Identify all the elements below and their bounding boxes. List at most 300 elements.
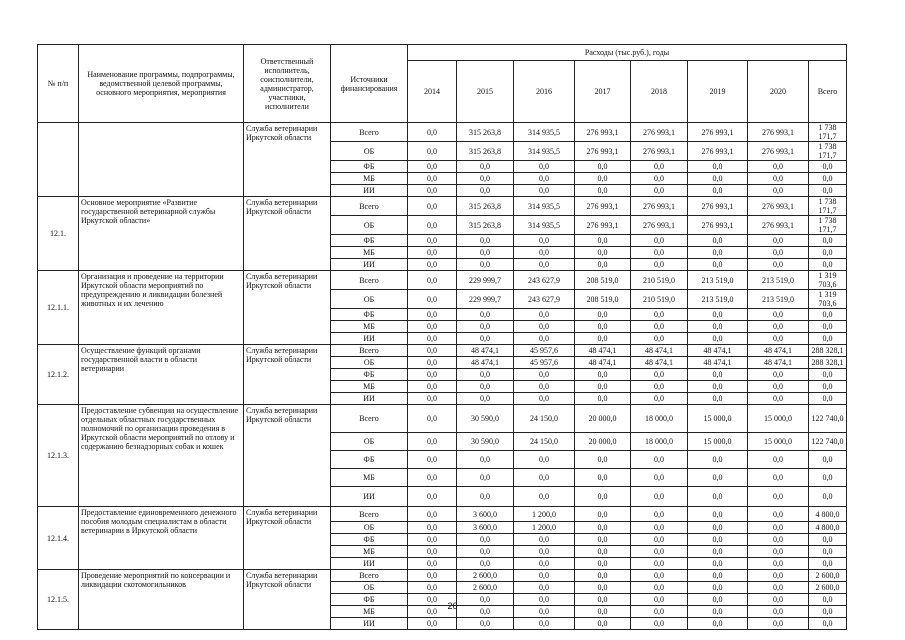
row-value: 0,0 — [748, 469, 809, 487]
row-value: 0,0 — [631, 487, 688, 507]
row-value: 0,0 — [408, 345, 457, 357]
row-value: 0,0 — [688, 247, 748, 259]
row-value: 276 993,1 — [688, 216, 748, 235]
row-source: ИИ — [331, 333, 408, 345]
row-value: 0,0 — [408, 507, 457, 522]
row-value: 0,0 — [575, 309, 631, 321]
row-value: 0,0 — [408, 271, 457, 290]
row-name — [79, 123, 244, 197]
row-value: 18 000,0 — [631, 405, 688, 433]
row-value: 0,0 — [408, 570, 457, 582]
row-value: 0,0 — [748, 507, 809, 522]
row-total: 0,0 — [809, 558, 847, 570]
row-responsible: Служба ветеринарии Иркутской области — [244, 507, 331, 570]
row-total: 0,0 — [809, 259, 847, 271]
row-value: 0,0 — [514, 558, 575, 570]
row-value: 0,0 — [575, 173, 631, 185]
row-name: Предоставление субвенции на осуществление отдельных областных государственных полномочий по организации проведения в Иркутской области мероприятий по отлову и содержанию безнадзорных собак и кошек — [79, 405, 244, 507]
row-total: 1 738 171,7 — [809, 123, 847, 142]
row-value: 0,0 — [514, 185, 575, 197]
row-value: 229 999,7 — [457, 290, 514, 309]
row-value: 0,0 — [631, 451, 688, 469]
row-source: МБ — [331, 173, 408, 185]
row-value: 3 600,0 — [457, 507, 514, 522]
row-value: 276 993,1 — [575, 123, 631, 142]
row-value: 15 000,0 — [688, 433, 748, 451]
row-name: Проведение мероприятий по консервации и ликвидации скотомогильников — [79, 570, 244, 630]
row-value: 0,0 — [514, 393, 575, 405]
row-value: 0,0 — [748, 522, 809, 534]
row-total: 0,0 — [809, 546, 847, 558]
row-responsible: Служба ветеринарии Иркутской области — [244, 405, 331, 507]
table-row — [38, 345, 847, 357]
row-value: 20 000,0 — [575, 405, 631, 433]
row-value: 0,0 — [457, 309, 514, 321]
row-value: 0,0 — [514, 235, 575, 247]
row-value: 0,0 — [575, 606, 631, 618]
row-value: 0,0 — [408, 247, 457, 259]
row-value: 213 519,0 — [748, 271, 809, 290]
row-value: 48 474,1 — [748, 357, 809, 369]
row-value: 0,0 — [688, 369, 748, 381]
row-source: ФБ — [331, 235, 408, 247]
row-value: 0,0 — [631, 369, 688, 381]
row-value: 0,0 — [514, 570, 575, 582]
header-year: 2015 — [457, 61, 514, 123]
row-value: 0,0 — [688, 161, 748, 173]
row-value: 0,0 — [688, 546, 748, 558]
row-value: 24 150,0 — [514, 433, 575, 451]
row-value: 0,0 — [631, 235, 688, 247]
row-value: 210 519,0 — [631, 290, 688, 309]
row-value: 0,0 — [748, 369, 809, 381]
row-value: 0,0 — [575, 451, 631, 469]
row-value: 0,0 — [408, 290, 457, 309]
row-value: 30 590,0 — [457, 433, 514, 451]
row-value: 0,0 — [575, 570, 631, 582]
row-value: 0,0 — [575, 333, 631, 345]
page-number: 26 — [447, 601, 458, 611]
row-source: Всего — [331, 507, 408, 522]
row-value: 48 474,1 — [575, 345, 631, 357]
row-value: 3 600,0 — [457, 522, 514, 534]
row-value: 0,0 — [408, 522, 457, 534]
row-value: 2 600,0 — [457, 570, 514, 582]
row-value: 0,0 — [631, 594, 688, 606]
row-total: 0,0 — [809, 451, 847, 469]
row-value: 0,0 — [748, 381, 809, 393]
row-total: 0,0 — [809, 185, 847, 197]
row-value: 276 993,1 — [575, 197, 631, 216]
row-total: 2 600,0 — [809, 570, 847, 582]
row-source: ОБ — [331, 216, 408, 235]
row-value: 315 263,8 — [457, 123, 514, 142]
row-source: ИИ — [331, 185, 408, 197]
row-responsible: Служба ветеринарии Иркутской области — [244, 345, 331, 405]
row-value: 315 263,8 — [457, 197, 514, 216]
row-value: 0,0 — [575, 558, 631, 570]
row-value: 0,0 — [408, 259, 457, 271]
row-value: 0,0 — [631, 393, 688, 405]
row-value: 0,0 — [408, 161, 457, 173]
row-value: 0,0 — [688, 185, 748, 197]
row-total: 0,0 — [809, 173, 847, 185]
row-responsible: Служба ветеринарии Иркутской области — [244, 570, 331, 630]
row-value: 276 993,1 — [631, 142, 688, 161]
table-row — [38, 271, 847, 290]
row-source: МБ — [331, 606, 408, 618]
row-num: 12.1.2. — [38, 345, 79, 405]
row-value: 0,0 — [514, 309, 575, 321]
row-num — [38, 123, 79, 197]
row-value: 0,0 — [408, 216, 457, 235]
row-value: 0,0 — [688, 594, 748, 606]
row-value: 0,0 — [457, 606, 514, 618]
row-value: 48 474,1 — [631, 345, 688, 357]
row-value: 0,0 — [457, 469, 514, 487]
row-value: 0,0 — [748, 393, 809, 405]
row-value: 0,0 — [688, 469, 748, 487]
row-total: 1 319 703,6 — [809, 290, 847, 309]
header-year: 2018 — [631, 61, 688, 123]
row-value: 0,0 — [457, 259, 514, 271]
row-value: 0,0 — [514, 259, 575, 271]
row-value: 15 000,0 — [748, 433, 809, 451]
row-source: МБ — [331, 321, 408, 333]
header-expenses: Расходы (тыс.руб.), годы — [408, 45, 847, 61]
row-value: 0,0 — [748, 259, 809, 271]
row-value: 213 519,0 — [748, 290, 809, 309]
row-value: 0,0 — [514, 333, 575, 345]
row-value: 0,0 — [408, 534, 457, 546]
row-value: 0,0 — [514, 369, 575, 381]
row-value: 0,0 — [514, 321, 575, 333]
row-value: 314 935,5 — [514, 216, 575, 235]
row-value: 0,0 — [688, 534, 748, 546]
row-source: ФБ — [331, 161, 408, 173]
row-source: ИИ — [331, 259, 408, 271]
row-value: 0,0 — [514, 173, 575, 185]
row-total: 4 800,0 — [809, 522, 847, 534]
header-name: Наименование программы, подпрограммы, ведомственной целевой программы, основного мероприятия, мероприятия — [79, 45, 244, 123]
row-value: 0,0 — [408, 558, 457, 570]
row-value: 0,0 — [748, 333, 809, 345]
row-value: 0,0 — [631, 618, 688, 630]
row-value: 24 150,0 — [514, 405, 575, 433]
row-value: 276 993,1 — [688, 123, 748, 142]
header-num: № п/п — [38, 45, 79, 123]
row-total: 0,0 — [809, 247, 847, 259]
row-value: 0,0 — [748, 594, 809, 606]
row-value: 1 200,0 — [514, 507, 575, 522]
row-value: 0,0 — [748, 309, 809, 321]
row-value: 208 519,0 — [575, 290, 631, 309]
row-total: 122 740,0 — [809, 405, 847, 433]
row-source: ИИ — [331, 618, 408, 630]
row-total: 0,0 — [809, 469, 847, 487]
header-responsible: Ответственный исполнитель, соисполнители, администратор, участники, исполнители — [244, 45, 331, 123]
row-value: 314 935,5 — [514, 197, 575, 216]
row-value: 0,0 — [457, 235, 514, 247]
row-total: 1 319 703,6 — [809, 271, 847, 290]
row-value: 0,0 — [514, 161, 575, 173]
row-value: 0,0 — [575, 582, 631, 594]
row-value: 0,0 — [514, 451, 575, 469]
row-value: 0,0 — [408, 433, 457, 451]
row-value: 0,0 — [575, 618, 631, 630]
row-value: 0,0 — [748, 321, 809, 333]
row-value: 0,0 — [575, 594, 631, 606]
row-total: 0,0 — [809, 369, 847, 381]
row-value: 0,0 — [748, 570, 809, 582]
row-value: 0,0 — [575, 546, 631, 558]
row-source: Всего — [331, 197, 408, 216]
row-value: 0,0 — [457, 321, 514, 333]
row-value: 0,0 — [408, 173, 457, 185]
row-source: Всего — [331, 271, 408, 290]
row-value: 0,0 — [575, 469, 631, 487]
row-responsible: Служба ветеринарии Иркутской области — [244, 123, 331, 197]
row-value: 0,0 — [457, 393, 514, 405]
row-value: 0,0 — [408, 185, 457, 197]
row-source: МБ — [331, 469, 408, 487]
row-value: 0,0 — [408, 606, 457, 618]
row-value: 0,0 — [457, 451, 514, 469]
row-total: 0,0 — [809, 618, 847, 630]
row-source: ОБ — [331, 290, 408, 309]
row-value: 0,0 — [457, 185, 514, 197]
row-value: 0,0 — [575, 321, 631, 333]
row-value: 45 957,6 — [514, 345, 575, 357]
row-value: 0,0 — [748, 247, 809, 259]
row-value: 0,0 — [575, 247, 631, 259]
row-responsible: Служба ветеринарии Иркутской области — [244, 197, 331, 271]
row-value: 0,0 — [748, 534, 809, 546]
row-value: 0,0 — [457, 618, 514, 630]
row-responsible: Служба ветеринарии Иркутской области — [244, 271, 331, 345]
row-value: 0,0 — [748, 161, 809, 173]
row-total: 1 738 171,7 — [809, 142, 847, 161]
row-num: 12.1.1. — [38, 271, 79, 345]
row-num: 12.1.3. — [38, 405, 79, 507]
row-value: 48 474,1 — [575, 357, 631, 369]
row-value: 0,0 — [688, 606, 748, 618]
row-value: 0,0 — [631, 534, 688, 546]
row-total: 4 800,0 — [809, 507, 847, 522]
row-value: 0,0 — [688, 173, 748, 185]
row-value: 0,0 — [688, 558, 748, 570]
row-value: 0,0 — [631, 570, 688, 582]
row-source: ФБ — [331, 534, 408, 546]
row-value: 0,0 — [631, 507, 688, 522]
row-value: 0,0 — [631, 333, 688, 345]
row-value: 0,0 — [408, 582, 457, 594]
table-row — [38, 570, 847, 582]
row-source: ФБ — [331, 369, 408, 381]
row-value: 0,0 — [408, 546, 457, 558]
row-value: 0,0 — [514, 487, 575, 507]
row-total: 122 740,0 — [809, 433, 847, 451]
row-value: 314 935,5 — [514, 123, 575, 142]
row-value: 48 474,1 — [688, 345, 748, 357]
row-total: 288 328,1 — [809, 345, 847, 357]
row-value: 48 474,1 — [748, 345, 809, 357]
row-value: 18 000,0 — [631, 433, 688, 451]
row-value: 0,0 — [631, 546, 688, 558]
row-value: 315 263,8 — [457, 142, 514, 161]
row-value: 0,0 — [688, 507, 748, 522]
row-source: ОБ — [331, 433, 408, 451]
row-value: 0,0 — [631, 247, 688, 259]
row-value: 0,0 — [514, 606, 575, 618]
row-value: 213 519,0 — [688, 290, 748, 309]
header-year: 2017 — [575, 61, 631, 123]
row-source: Всего — [331, 345, 408, 357]
row-value: 0,0 — [631, 161, 688, 173]
row-value: 0,0 — [688, 321, 748, 333]
row-num: 12.1.5. — [38, 570, 79, 630]
row-value: 0,0 — [631, 606, 688, 618]
row-total: 0,0 — [809, 235, 847, 247]
row-total: 0,0 — [809, 333, 847, 345]
row-value: 0,0 — [688, 451, 748, 469]
row-total: 0,0 — [809, 161, 847, 173]
row-value: 0,0 — [748, 173, 809, 185]
row-source: ФБ — [331, 309, 408, 321]
header-total: Всего — [809, 61, 847, 123]
row-value: 0,0 — [514, 247, 575, 259]
header-year: 2016 — [514, 61, 575, 123]
row-value: 0,0 — [688, 582, 748, 594]
row-value: 48 474,1 — [457, 345, 514, 357]
row-source: Всего — [331, 123, 408, 142]
row-total: 0,0 — [809, 393, 847, 405]
row-source: ИИ — [331, 558, 408, 570]
row-value: 0,0 — [575, 487, 631, 507]
row-value: 276 993,1 — [748, 123, 809, 142]
row-num: 12.1.4. — [38, 507, 79, 570]
row-value: 0,0 — [575, 185, 631, 197]
row-value: 276 993,1 — [748, 197, 809, 216]
row-value: 48 474,1 — [457, 357, 514, 369]
row-value: 0,0 — [575, 369, 631, 381]
row-value: 0,0 — [514, 381, 575, 393]
row-value: 0,0 — [457, 558, 514, 570]
row-value: 0,0 — [575, 161, 631, 173]
row-value: 0,0 — [457, 173, 514, 185]
row-value: 0,0 — [631, 173, 688, 185]
row-value: 0,0 — [457, 161, 514, 173]
row-value: 0,0 — [457, 487, 514, 507]
row-value: 0,0 — [688, 235, 748, 247]
row-name: Осуществление функций органами государственной власти в области ветеринарии — [79, 345, 244, 405]
table-row — [38, 507, 847, 522]
row-value: 213 519,0 — [688, 271, 748, 290]
row-source: ОБ — [331, 142, 408, 161]
row-total: 0,0 — [809, 309, 847, 321]
row-name: Организация и проведение на территории Иркутской области мероприятий по предупреждению и ликвидации болезней животных и их лечению — [79, 271, 244, 345]
row-value: 0,0 — [748, 451, 809, 469]
row-value: 276 993,1 — [575, 216, 631, 235]
row-value: 0,0 — [457, 546, 514, 558]
row-source: Всего — [331, 405, 408, 433]
row-value: 48 474,1 — [631, 357, 688, 369]
row-value: 0,0 — [575, 507, 631, 522]
row-value: 0,0 — [748, 546, 809, 558]
row-value: 0,0 — [688, 381, 748, 393]
row-source: ОБ — [331, 522, 408, 534]
row-source: ФБ — [331, 451, 408, 469]
row-name: Основное мероприятие «Развитие государственной ветеринарной службы Иркутской области» — [79, 197, 244, 271]
row-value: 0,0 — [688, 618, 748, 630]
row-value: 0,0 — [748, 606, 809, 618]
header-sources: Источники финансирования — [331, 45, 408, 123]
row-value: 0,0 — [457, 534, 514, 546]
table-row — [38, 197, 847, 216]
row-name: Предоставление единовременного денежного пособия молодым специалистам в области ветеринарии в Иркутской области — [79, 507, 244, 570]
table-row — [38, 405, 847, 433]
row-value: 0,0 — [688, 570, 748, 582]
row-value: 0,0 — [575, 534, 631, 546]
row-value: 0,0 — [457, 333, 514, 345]
budget-table — [37, 44, 847, 630]
row-value: 0,0 — [408, 451, 457, 469]
row-value: 0,0 — [408, 469, 457, 487]
row-value: 0,0 — [575, 235, 631, 247]
row-value: 0,0 — [514, 582, 575, 594]
row-source: МБ — [331, 247, 408, 259]
row-value: 0,0 — [748, 185, 809, 197]
row-value: 0,0 — [408, 393, 457, 405]
row-value: 243 627,9 — [514, 290, 575, 309]
row-value: 0,0 — [748, 618, 809, 630]
row-value: 0,0 — [408, 197, 457, 216]
row-source: МБ — [331, 381, 408, 393]
row-value: 0,0 — [514, 534, 575, 546]
row-total: 2 600,0 — [809, 582, 847, 594]
row-value: 0,0 — [631, 259, 688, 271]
row-value: 315 263,8 — [457, 216, 514, 235]
row-value: 0,0 — [408, 487, 457, 507]
row-total: 288 328,1 — [809, 357, 847, 369]
row-value: 0,0 — [575, 393, 631, 405]
row-value: 0,0 — [408, 309, 457, 321]
row-value: 276 993,1 — [748, 142, 809, 161]
table-row — [38, 123, 847, 142]
row-source: ОБ — [331, 582, 408, 594]
row-value: 0,0 — [575, 522, 631, 534]
row-total: 1 738 171,7 — [809, 216, 847, 235]
row-value: 0,0 — [457, 594, 514, 606]
row-value: 243 627,9 — [514, 271, 575, 290]
row-value: 314 935,5 — [514, 142, 575, 161]
row-value: 0,0 — [408, 321, 457, 333]
row-total: 0,0 — [809, 534, 847, 546]
row-value: 208 519,0 — [575, 271, 631, 290]
row-value: 0,0 — [408, 357, 457, 369]
row-value: 0,0 — [748, 235, 809, 247]
row-value: 276 993,1 — [688, 142, 748, 161]
row-value: 0,0 — [457, 381, 514, 393]
row-value: 0,0 — [631, 582, 688, 594]
table-body — [38, 123, 847, 630]
row-value: 276 993,1 — [631, 197, 688, 216]
row-total: 0,0 — [809, 594, 847, 606]
row-total: 1 738 171,7 — [809, 197, 847, 216]
row-value: 0,0 — [457, 247, 514, 259]
row-value: 15 000,0 — [688, 405, 748, 433]
row-value: 0,0 — [748, 487, 809, 507]
